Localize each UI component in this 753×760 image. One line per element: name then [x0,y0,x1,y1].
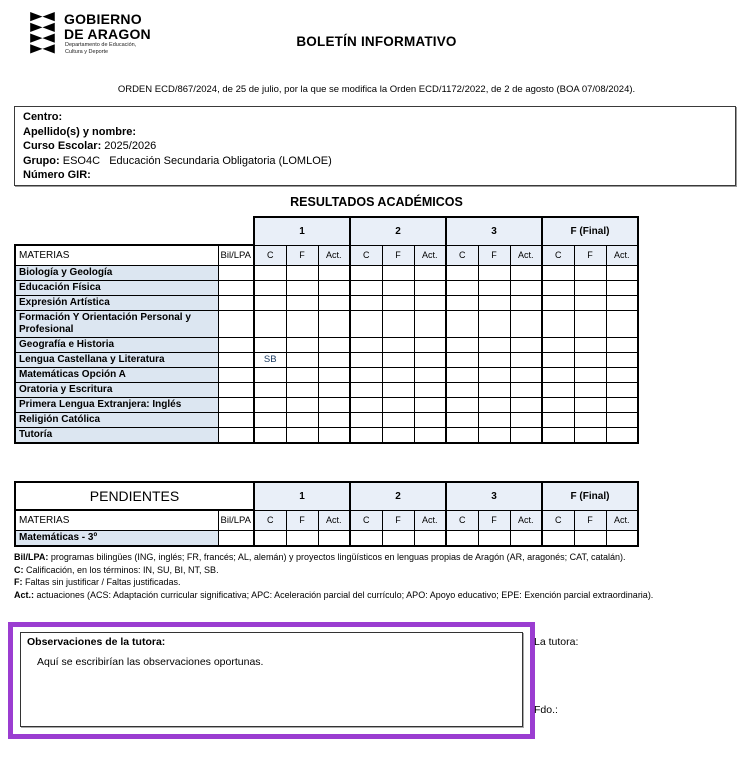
subcol-header: Act. [606,510,638,530]
subject-label: Biología y Geología [15,265,218,280]
score-cell [446,265,478,280]
score-cell [350,382,382,397]
subcol-header: F [574,510,606,530]
materias-header: MATERIAS [15,510,218,530]
score-cell [606,427,638,443]
subcol-header: F [382,245,414,265]
observations-text: Aquí se escribirían las observaciones oportunas. [37,656,264,668]
score-cell [446,412,478,427]
score-cell [318,427,350,443]
bil-cell [218,295,254,310]
score-cell [542,295,574,310]
score-cell [350,427,382,443]
score-cell [286,295,318,310]
score-cell [542,367,574,382]
score-cell [542,397,574,412]
score-cell [350,412,382,427]
score-cell [414,367,446,382]
score-cell [350,337,382,352]
score-cell [286,382,318,397]
subcol-header: C [254,510,286,530]
score-cell [350,397,382,412]
bil-cell [218,280,254,295]
student-field: Curso Escolar: 2025/2026 [23,140,157,152]
score-cell [318,310,350,337]
score-cell [478,295,510,310]
score-cell [318,265,350,280]
score-cell [414,352,446,367]
table-row [15,280,638,295]
score-cell [254,265,286,280]
legend-line: Bil/LPA: programas bilingües (ING, inglés; FR, francés; AL, alemán) y proyectos lingüísticos en lenguas propias de Aragón (AR, aragonés; CAT, catalán). [14,552,626,562]
score-cell [574,310,606,337]
score-cell [510,397,542,412]
score-cell [382,397,414,412]
score-cell [446,397,478,412]
subject-label: Primera Lengua Extranjera: Inglés [15,397,218,412]
score-cell [254,280,286,295]
score-cell [542,412,574,427]
score-cell [606,337,638,352]
score-cell [286,397,318,412]
subject-label: Educación Física [15,280,218,295]
score-cell [446,310,478,337]
table-row [15,265,638,280]
score-cell [478,367,510,382]
score-cell [414,265,446,280]
score-cell [254,530,286,546]
score-cell [606,352,638,367]
score-cell [286,337,318,352]
abbreviations-legend [14,551,740,601]
score-cell [446,280,478,295]
score-cell [542,310,574,337]
student-field: Apellido(s) y nombre: [23,125,137,138]
score-cell [446,337,478,352]
score-cell [606,530,638,546]
score-cell [254,382,286,397]
score-cell [286,265,318,280]
period-header-1: 1 [254,217,350,245]
student-info-box [14,106,736,186]
score-cell [542,337,574,352]
score-cell [350,265,382,280]
score-cell [382,382,414,397]
logo-line1: GOBIERNO [64,11,142,27]
table-row [15,412,638,427]
score-cell [286,367,318,382]
score-cell [318,397,350,412]
bil-lpa-header: Bil/LPA [218,245,254,265]
score-cell [478,310,510,337]
legend-line: Act.: actuaciones (ACS: Adaptación curricular significativa; APC: Aceleración parcial del currículo; APO: Apoyo educativo; EPE: Exención parcial extraordinaria). [14,589,654,600]
score-cell [478,352,510,367]
score-cell [286,310,318,337]
observations-box[interactable] [20,632,523,727]
score-cell [542,265,574,280]
score-cell [382,337,414,352]
subcol-header: F [286,510,318,530]
score-cell [478,427,510,443]
score-cell [478,280,510,295]
score-cell [606,265,638,280]
subject-label: Formación Y Orientación Personal y Profesional [15,310,218,337]
bil-cell [218,412,254,427]
score-cell [478,397,510,412]
score-cell [414,382,446,397]
subcol-header: C [446,245,478,265]
score-cell [382,265,414,280]
table-row [15,397,638,412]
subject-label: Geografía e Historia [15,337,218,352]
score-cell [318,337,350,352]
score-cell [574,412,606,427]
table-row [15,367,638,382]
observations-title: Observaciones de la tutora: [27,636,166,648]
score-cell [350,352,382,367]
subject-label: Matemáticas - 3º [15,530,218,546]
subject-label: Oratoria y Escritura [15,382,218,397]
bil-cell [218,352,254,367]
period-header-3: 3 [446,217,542,245]
score-cell [350,367,382,382]
subcol-header: Act. [318,510,350,530]
subcol-header: Act. [414,245,446,265]
score-cell [414,397,446,412]
table-row [15,530,638,546]
score-cell [574,352,606,367]
score-cell [542,530,574,546]
subcol-header: F [478,510,510,530]
score-cell [286,412,318,427]
bil-lpa-header: Bil/LPA [218,510,254,530]
score-cell [318,295,350,310]
score-cell [606,382,638,397]
score-cell [254,367,286,382]
materias-header: MATERIAS [15,245,218,265]
score-cell [510,412,542,427]
score-cell [318,367,350,382]
score-cell [446,382,478,397]
student-field: Grupo: ESO4C Educación Secundaria Obligatoria (LOMLOE) [23,154,332,167]
subcol-header: Act. [318,245,350,265]
score-cell [510,352,542,367]
corner-spacer [15,217,254,245]
bil-cell [218,337,254,352]
score-cell [350,280,382,295]
bil-cell [218,530,254,546]
score-cell [606,310,638,337]
score-cell [478,265,510,280]
score-cell [510,337,542,352]
score-cell [254,412,286,427]
bil-cell [218,310,254,337]
score-cell [414,412,446,427]
score-cell [318,412,350,427]
results-table-container [14,216,639,444]
score-cell [414,295,446,310]
period-header-3: 3 [446,482,542,510]
score-cell [350,310,382,337]
score-cell [414,530,446,546]
score-cell [382,367,414,382]
score-cell [510,367,542,382]
score-cell [478,382,510,397]
score-cell [510,280,542,295]
observations-highlight-box [8,622,535,739]
pendientes-table-container [14,481,639,547]
logo-line2: DE ARAGON [64,26,151,42]
score-cell [286,352,318,367]
score-cell [574,397,606,412]
score-cell [382,427,414,443]
score-cell [574,367,606,382]
signed-by-label: Fdo.: [534,704,558,716]
table-row [15,352,638,367]
score-cell [510,265,542,280]
score-cell [574,295,606,310]
period-header-4: F (Final) [542,482,638,510]
subject-label: Religión Católica [15,412,218,427]
score-cell [382,530,414,546]
table-row [15,337,638,352]
results-title: RESULTADOS ACADÉMICOS [290,195,463,209]
score-cell [542,280,574,295]
subject-label: Lengua Castellana y Literatura [15,352,218,367]
subject-label: Expresión Artística [15,295,218,310]
score-cell [606,367,638,382]
period-header-4: F (Final) [542,217,638,245]
subject-label: Matemáticas Opción A [15,367,218,382]
score-cell [254,427,286,443]
score-cell [478,337,510,352]
bil-cell [218,397,254,412]
period-header-1: 1 [254,482,350,510]
score-cell [382,280,414,295]
subject-label: Tutoría [15,427,218,443]
score-cell [382,310,414,337]
student-field: Número GIR: [23,169,91,181]
subcol-header: C [446,510,478,530]
score-cell [606,397,638,412]
score-cell [254,295,286,310]
score-cell [254,397,286,412]
tutor-label: La tutora: [534,636,579,648]
table-row [15,295,638,310]
subcol-header: Act. [414,510,446,530]
score-cell [446,530,478,546]
score-cell [446,352,478,367]
score-cell [286,530,318,546]
score-cell [318,280,350,295]
logo-dept-line2: Cultura y Deporte [65,49,109,55]
score-cell [574,280,606,295]
score-cell [446,295,478,310]
score-cell [382,352,414,367]
score-cell [478,412,510,427]
score-cell [510,295,542,310]
page-title: BOLETÍN INFORMATIVO [296,34,457,49]
orden-reference: ORDEN ECD/867/2024, de 25 de julio, por la que se modifica la Orden ECD/1172/2022, de 2 de agosto (BOA 07/08/2024). [117,84,636,95]
score-cell [574,265,606,280]
score-cell [574,382,606,397]
bil-cell [218,367,254,382]
table-row [15,427,638,443]
pendientes-table [14,481,639,547]
score-cell [318,352,350,367]
score-cell [542,427,574,443]
score-cell [574,337,606,352]
score-cell [606,412,638,427]
score-cell [350,295,382,310]
score-cell [414,427,446,443]
score-cell [254,310,286,337]
score-cell [286,280,318,295]
bil-cell [218,382,254,397]
score-cell [574,530,606,546]
score-cell [254,337,286,352]
logo-dept-line1: Departamento de Educación, [65,42,137,48]
subcol-header: F [478,245,510,265]
results-table [14,216,639,444]
score-cell: SB [254,352,286,367]
legend-line: F: Faltas sin justificar / Faltas justificadas. [14,577,181,587]
subcol-header: F [382,510,414,530]
subcol-header: C [350,510,382,530]
pendientes-title: PENDIENTES [15,482,254,510]
subcol-header: C [542,245,574,265]
bil-cell [218,427,254,443]
subcol-header: C [542,510,574,530]
subcol-header: F [286,245,318,265]
score-cell [606,295,638,310]
score-cell [446,367,478,382]
legend-line: C: Calificación, en los términos: IN, SU, BI, NT, SB. [14,564,219,575]
score-cell [446,427,478,443]
score-cell [350,530,382,546]
score-cell [606,280,638,295]
subcol-header: Act. [606,245,638,265]
score-cell [574,427,606,443]
student-field: Centro: [23,111,63,123]
score-cell [478,530,510,546]
score-cell [414,310,446,337]
table-row [15,382,638,397]
score-cell [542,382,574,397]
subcol-header: Act. [510,245,542,265]
score-cell [414,280,446,295]
bil-cell [218,265,254,280]
score-cell [414,337,446,352]
score-cell [318,530,350,546]
score-cell [510,427,542,443]
table-row [15,310,638,337]
period-header-2: 2 [350,482,446,510]
score-cell [318,382,350,397]
subcol-header: C [254,245,286,265]
period-header-2: 2 [350,217,446,245]
subcol-header: C [350,245,382,265]
score-cell [510,310,542,337]
subcol-header: Act. [510,510,542,530]
subcol-header: F [574,245,606,265]
score-cell [286,427,318,443]
score-cell [542,352,574,367]
score-cell [382,412,414,427]
score-cell [510,530,542,546]
score-cell [382,295,414,310]
score-cell [510,382,542,397]
